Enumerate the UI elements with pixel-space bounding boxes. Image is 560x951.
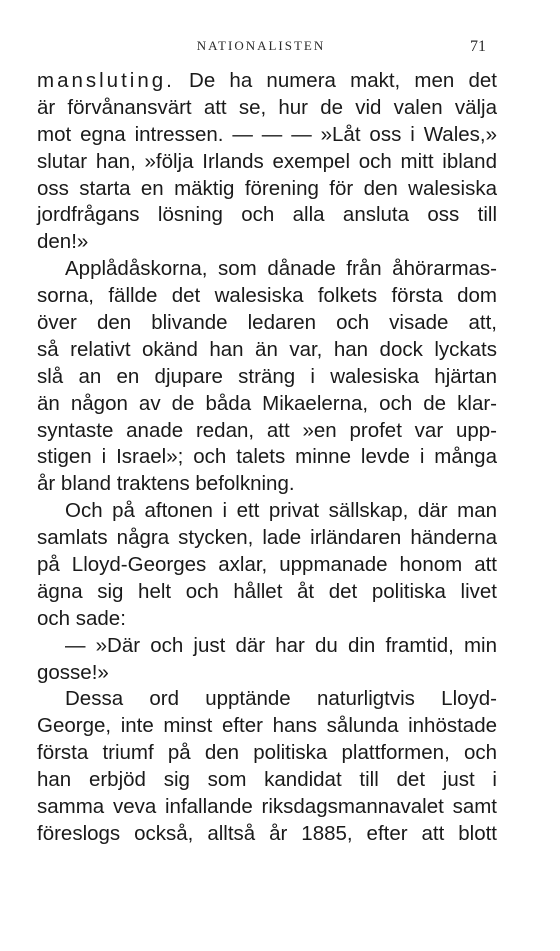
text-line: slå an en djupare sträng i walesiska hjärtan bbox=[37, 364, 497, 388]
text-line: så relativt okänd han än var, han dock lyckats bbox=[37, 337, 497, 361]
text-line: gosse!» bbox=[37, 660, 109, 684]
text-line: mot egna intressen. — — — »Låt oss i Wales,» bbox=[37, 122, 497, 146]
text-line: är förvånansvärt att se, hur de vid valen välja bbox=[37, 95, 497, 119]
text-line: och sade: bbox=[37, 606, 126, 630]
text-line: föreslogs också, alltså år 1885, efter att blott bbox=[37, 821, 497, 845]
text-line: George, inte minst efter hans sålunda inhöstade bbox=[37, 714, 497, 738]
text-line: ägna sig helt och hållet åt det politiska livet bbox=[37, 579, 497, 603]
text-line: stigen i Israel»; och talets minne levde i många bbox=[37, 445, 497, 469]
text-line: Applådåskorna, som dånade från åhörarmas- bbox=[65, 257, 497, 281]
text-line: slutar han, »följa Irlands exempel och mitt ibland bbox=[37, 149, 497, 173]
text-line: syntaste anade redan, att »en profet var upp- bbox=[37, 418, 497, 442]
line-rest: De ha numera makt, men det bbox=[174, 69, 497, 92]
running-head bbox=[36, 38, 486, 62]
text-line: sorna, fällde det walesiska folkets första dom bbox=[37, 284, 497, 308]
body-text bbox=[37, 68, 497, 848]
paragraph bbox=[37, 68, 497, 256]
paragraph bbox=[37, 498, 497, 632]
text-line: Dessa ord upptände naturligtvis Lloyd- bbox=[65, 687, 497, 711]
paragraph bbox=[37, 686, 497, 847]
text-line: — »Där och just där har du din framtid, min bbox=[65, 633, 497, 657]
spaced-word: mansluting. bbox=[37, 69, 175, 92]
text-line: samlats några stycken, lade irländaren händerna bbox=[37, 526, 497, 550]
text-line: jordfrågans lösning och alla ansluta oss till bbox=[37, 203, 497, 227]
running-title: NATIONALISTEN bbox=[196, 38, 326, 53]
text-line: första triumf på den politiska plattformen, och bbox=[37, 741, 497, 765]
page-number: 71 bbox=[470, 38, 486, 55]
text-line: över den blivande ledaren och visade att, bbox=[37, 311, 497, 335]
text-line: på Lloyd-Georges axlar, uppmanade honom att bbox=[37, 553, 497, 577]
text-line: Och på aftonen i ett privat sällskap, där man bbox=[65, 499, 497, 523]
text-line: oss starta en mäktig förening för den walesiska bbox=[37, 176, 497, 200]
text-line: samma veva infallande riksdagsmannavalet samt bbox=[37, 795, 497, 819]
paragraph bbox=[37, 256, 497, 498]
text-line bbox=[37, 68, 497, 95]
text-line: än någon av de båda Mikaelerna, och de klar- bbox=[37, 391, 497, 415]
text-line: år bland traktens befolkning. bbox=[37, 472, 295, 496]
paragraph bbox=[37, 633, 497, 687]
text-line: den!» bbox=[37, 230, 89, 254]
text-line: han erbjöd sig som kandidat till det just i bbox=[37, 768, 497, 792]
